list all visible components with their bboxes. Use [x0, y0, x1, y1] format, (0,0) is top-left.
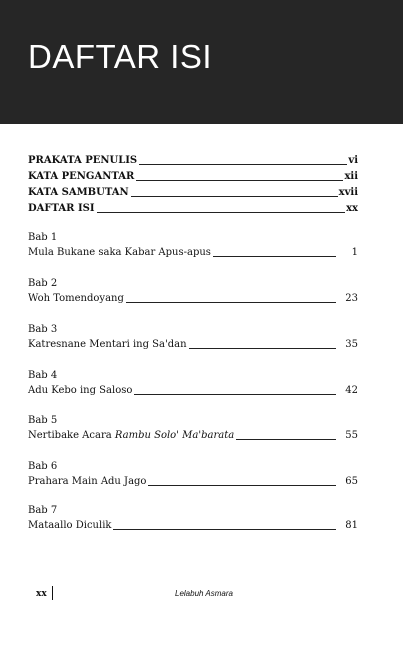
toc-entry-title: KATA PENGANTAR [28, 171, 135, 182]
chapter-label: Bab 4 [28, 370, 58, 381]
leader-line [148, 485, 336, 486]
toc-entry-page: 65 [345, 476, 358, 487]
toc-entry-kata-sambutan[interactable] [28, 185, 358, 199]
leader-line [236, 439, 336, 440]
toc-entry-title: KATA SAMBUTAN [28, 187, 129, 198]
toc-entry-prakata[interactable] [28, 153, 358, 167]
leader-line [126, 302, 336, 303]
leader-line [97, 212, 346, 213]
toc-entry-bab-1[interactable] [28, 245, 358, 259]
toc-entry-title: Mula Bukane saka Kabar Apus-apus [28, 247, 211, 258]
toc-entry-title: Woh Tomendoyang [28, 293, 124, 304]
footer-page-number: xx [36, 589, 47, 599]
toc-entry-bab-2[interactable] [28, 291, 358, 305]
toc-entry-bab-5[interactable] [28, 428, 358, 442]
toc-entry-page: 23 [345, 293, 358, 304]
toc-entry-daftar-isi[interactable] [28, 201, 358, 215]
toc-entry-title: DAFTAR ISI [28, 203, 95, 214]
page-header [0, 0, 403, 124]
toc-entry-page: 42 [345, 385, 358, 396]
chapter-label: Bab 3 [28, 324, 58, 335]
leader-line [189, 348, 336, 349]
chapter-label: Bab 1 [28, 232, 58, 243]
leader-line [139, 164, 347, 165]
page-title: DAFTAR ISI [28, 38, 213, 75]
toc-entry-page: 35 [345, 339, 358, 350]
toc-entry-title: Mataallo Diculik [28, 520, 112, 531]
toc-entry-title: Prahara Main Adu Jago [28, 476, 147, 487]
toc-entry-bab-7[interactable] [28, 518, 358, 532]
toc-entry-page: 55 [345, 430, 358, 441]
toc-entry-title: Adu Kebo ing Saloso [28, 385, 133, 396]
toc-entry-bab-4[interactable] [28, 383, 358, 397]
toc-entry-page: 81 [345, 520, 358, 531]
toc-entry-title: Katresnane Mentari ing Sa'dan [28, 339, 187, 350]
toc-entry-page: xx [346, 203, 358, 214]
toc-entry-bab-3[interactable] [28, 337, 358, 351]
toc-entry-page: xvii [338, 187, 358, 198]
chapter-label: Bab 5 [28, 415, 58, 426]
chapter-label: Bab 7 [28, 505, 58, 516]
toc-entry-page: 1 [351, 247, 358, 258]
toc-entry-kata-pengantar[interactable] [28, 169, 358, 183]
leader-line [113, 529, 336, 530]
footer-book-title: Lelabuh Asmara [175, 589, 233, 598]
chapter-label: Bab 6 [28, 461, 58, 472]
leader-line [131, 196, 338, 197]
toc-entry-bab-6[interactable] [28, 474, 358, 488]
leader-line [136, 180, 343, 181]
chapter-label: Bab 2 [28, 278, 58, 289]
toc-entry-title-italic: Rambu Solo' Ma'barata [114, 430, 235, 441]
leader-line [213, 256, 336, 257]
toc-entry-title: PRAKATA PENULIS [28, 155, 138, 166]
toc-entry-title-text: Nertibake Acara [28, 430, 115, 441]
leader-line [134, 394, 336, 395]
footer-divider [52, 586, 53, 600]
toc-entry-page: vi [348, 155, 358, 166]
toc-entry-title [28, 430, 234, 442]
toc-entry-page: xii [344, 171, 358, 182]
